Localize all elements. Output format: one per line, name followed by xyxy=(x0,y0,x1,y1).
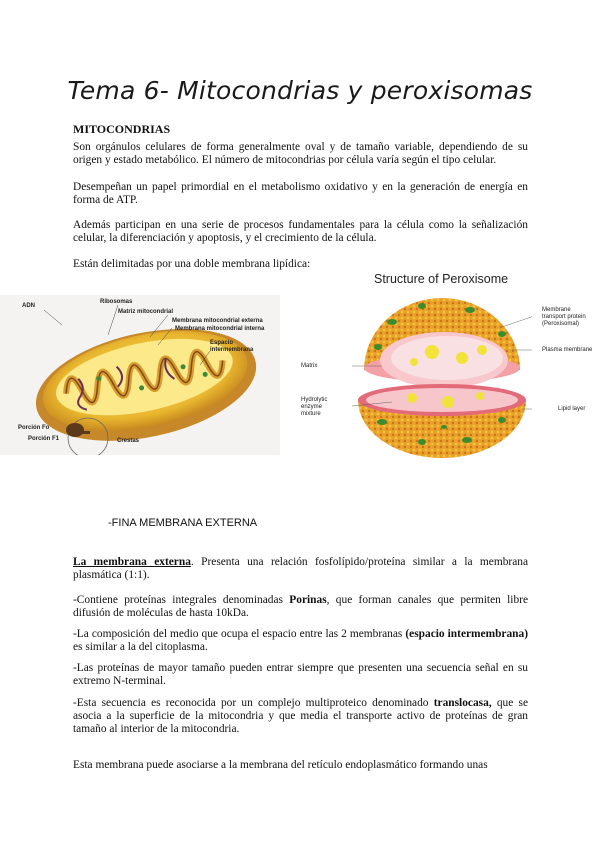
page-title: Tema 6- Mitocondrias y peroxisomas xyxy=(67,76,533,105)
peroxisome-title: Structure of Peroxisome xyxy=(374,272,509,286)
paragraph-1: Son orgánulos celulares de forma generalmente oval y de tamaño variable, dependiendo de su origen y estado metabólico. El número de mitocondrias por célula varía según el tipo celular. xyxy=(73,141,528,166)
perox-label-hydrolytic: Hydrolytic xyxy=(301,397,328,403)
label-intermembrana: intermembrana xyxy=(210,347,254,353)
paragraph-membrana-intro: La membrana externa. Presenta una relación fosfolípido/proteína similar a la membrana plasmática (1:1). xyxy=(73,556,528,581)
term-membrana-externa: La membrana externa xyxy=(73,556,191,568)
paragraph-translocasa: -Esta secuencia es reconocida por un complejo multiproteico denominado translocasa, que se asocia a la superficie de la mitocondria y que media el transporte activo de proteínas de gran tamaño al interior de la mitocondria. xyxy=(73,697,528,735)
label-matriz: Matriz mitocondrial xyxy=(118,309,174,315)
label-crestas: Crestas xyxy=(117,438,140,444)
paragraph-porinas: -Contiene proteínas integrales denominadas Porinas, que forman canales que permiten libre difusión de moléculas de hasta 10kDa. xyxy=(73,594,528,619)
perox-label-lipid: Lipid layer xyxy=(558,406,586,412)
perox-label-membrane: Membrane xyxy=(542,307,571,313)
peroxisome-diagram xyxy=(352,292,532,462)
paragraph-3: Además participan en una serie de procesos fundamentales para la célula como la señalización celular, la diferenciación y apoptosis, y el crecimiento de la célula. xyxy=(73,219,528,244)
label-espacio: Espacio xyxy=(210,340,234,346)
label-adn: ADN xyxy=(22,303,35,309)
label-porcion-fo: Porción Fo xyxy=(18,425,50,431)
label-ribosomas: Ribosomas xyxy=(100,299,133,305)
label-membrana-externa: Membrana mitocondrial externa xyxy=(172,318,263,324)
subtitle-membrana-externa: -FINA MEMBRANA EXTERNA xyxy=(108,517,258,529)
term-translocasa: translocasa, xyxy=(433,697,492,709)
term-porinas: Porinas xyxy=(289,594,327,606)
label-membrana-interna: Membrana mitocondrial interna xyxy=(175,326,265,332)
label-porcion-f1: Porción F1 xyxy=(28,436,60,442)
perox-label-matrix: Matrix xyxy=(301,363,318,369)
paragraph-proteinas: -Las proteínas de mayor tamaño pueden entrar siempre que presenten una secuencia señal en su extremo N-terminal. xyxy=(73,662,528,687)
perox-label-mixture: mixture xyxy=(301,411,321,417)
perox-label-transport: transport protein xyxy=(542,314,586,320)
paragraph-4: Están delimitadas por una doble membrana lipídica: xyxy=(73,258,311,270)
section-heading: MITOCONDRIAS xyxy=(73,122,171,136)
perox-label-peroxisomal: (Peroxisomal) xyxy=(542,321,580,327)
paragraph-espacio: -La composición del medio que ocupa el espacio entre las 2 membranas (espacio intermembrana) es similar a la del citoplasma. xyxy=(73,628,528,653)
paragraph-2: Desempeñan un papel primordial en el metabolismo oxidativo y en la generación de energía en forma de ATP. xyxy=(73,181,528,206)
paragraph-reticulo: Esta membrana puede asociarse a la membrana del retículo endoplasmático formando unas xyxy=(73,759,488,771)
perox-label-plasma: Plasma membrane xyxy=(542,347,593,353)
term-espacio-intermembrana: (espacio intermembrana) xyxy=(405,628,528,640)
perox-label-enzyme: enzyme xyxy=(301,404,323,410)
